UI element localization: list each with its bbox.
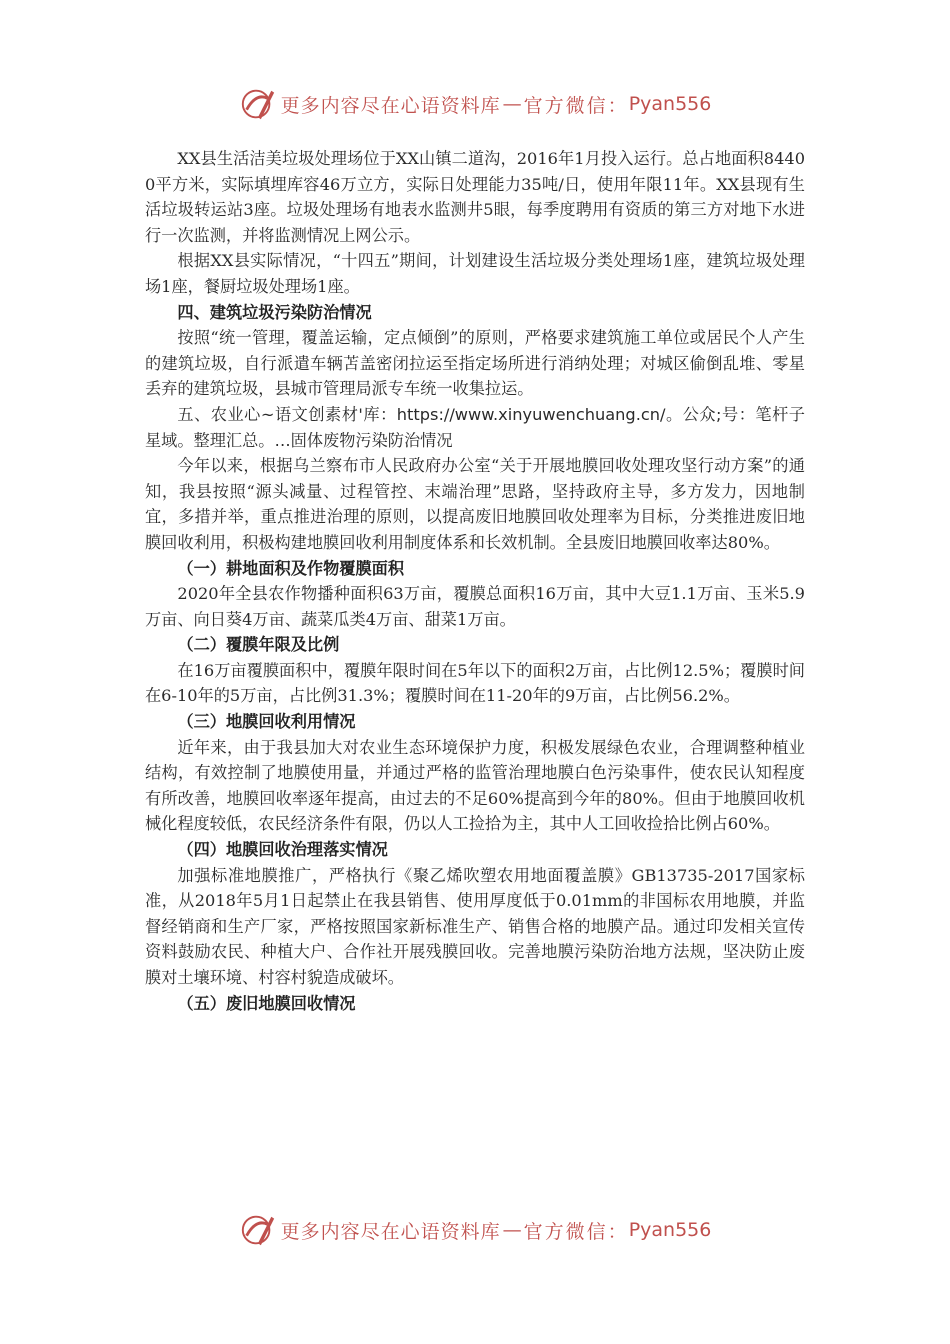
watermark-wechat-id: Pyan556: [628, 93, 712, 115]
paragraph-area: 2020年全县农作物播种面积63万亩，覆膜总面积16万亩，其中大豆1.1万亩、玉米5.9万亩、向日葵4万亩、蔬菜瓜类4万亩、甜菜1万亩。: [145, 584, 805, 629]
paragraph-landfill: XX县生活洁美垃圾处理场位于XX山镇二道沟，2016年1月投入运行。总占地面积84400平方米，实际填埋库容46万立方，实际日处理能力35吨/日，使用年限11年。XX县现有生活垃圾转运站3座。垃圾处理场有地表水监测井5眼，每季度聘用有资质的第三方对地下水进行一次监测，并将监测情况上网公示。: [145, 149, 805, 245]
subheading-implementation: （四）地膜回收治理落实情况: [177, 840, 388, 860]
subheading-utilization: （三）地膜回收利用情况: [177, 712, 356, 732]
subheading-recovery: （五）废旧地膜回收情况: [177, 993, 356, 1013]
watermark-separator: —: [502, 93, 522, 115]
paragraph-film-recycling: 今年以来，根据乌兰察布市人民政府办公室“关于开展地膜回收处理攻坚行动方案”的通知，我县按照“源头减量、过程管控、末端治理”思路，坚持政府主导，多方发力，因地制宜，多措并举，重点推进治理的原则，以提高废旧地膜回收处理率为目标，分类推进废旧地膜回收利用，积极构建地膜回收利用制度体系和长效机制。全县废旧地膜回收率达80%。: [145, 456, 805, 552]
watermark-banner-bottom: [0, 1210, 950, 1250]
watermark-wechat-id: Pyan556: [628, 1219, 712, 1241]
watermark-banner-top: [0, 84, 950, 124]
watermark-wechat-label: 官方微信：: [523, 1220, 629, 1243]
watermark-wechat-label: 官方微信：: [523, 94, 629, 117]
paragraph-construction-waste: 按照“统一管理，覆盖运输，定点倾倒”的原则，严格要求建筑施工单位或居民个人产生的建筑垃圾，自行派遣车辆苫盖密闭拉运至指定场所进行消纳处理；对城区偷倒乱堆、零星丢弃的建筑垃圾，县城市管理局派专车统一收集拉运。: [145, 328, 805, 399]
pen-logo-icon: [239, 85, 277, 123]
document-body: [145, 146, 805, 1016]
watermark-site: 更多内容尽在心语资料库: [280, 94, 501, 117]
watermark-site: 更多内容尽在心语资料库: [280, 1220, 501, 1243]
pen-logo-icon: [239, 1211, 277, 1249]
heading-solid-waste: 五、农业心~语文创素材'库：https://www.xinyuwenchuang.cn/。公众;号：笔杆子星域。整理汇总。…固体废物污染防治情况: [145, 404, 805, 450]
paragraph-plan: 根据XX县实际情况，“十四五”期间，计划建设生活垃圾分类处理场1座，建筑垃圾处理场1座，餐厨垃圾处理场1座。: [145, 251, 805, 296]
subheading-area: （一）耕地面积及作物覆膜面积: [177, 558, 405, 578]
watermark-separator: —: [502, 1219, 522, 1241]
subheading-years: （二）覆膜年限及比例: [177, 635, 340, 655]
paragraph-implementation: 加强标准地膜推广，严格执行《聚乙烯吹塑农用地面覆盖膜》GB13735-2017国家标准，从2018年5月1日起禁止在我县销售、使用厚度低于0.01mm的非国标农用地膜，并监督经销商和生产厂家，严格按照国家新标准生产、销售合格的地膜产品。通过印发相关宣传资料鼓励农民、种植大户、合作社开展残膜回收。完善地膜污染防治地方法规，坚决防止废膜对土壤环境、村容村貌造成破坏。: [145, 865, 805, 987]
heading-construction-waste: 四、建筑垃圾污染防治情况: [177, 302, 372, 322]
paragraph-years: 在16万亩覆膜面积中，覆膜年限时间在5年以下的面积2万亩，占比例12.5%；覆膜时间在6-10年的5万亩，占比例31.3%；覆膜时间在11-20年的9万亩，占比例56.2%。: [145, 660, 805, 706]
paragraph-utilization: 近年来，由于我县加大对农业生态环境保护力度，积极发展绿色农业，合理调整种植业结构，有效控制了地膜使用量，并通过严格的监管治理地膜白色污染事件，使农民认知程度有所改善，地膜回收率逐年提高，由过去的不足60%提高到今年的80%。但由于地膜回收机械化程度较低，农民经济条件有限，仍以人工捡拾为主，其中人工回收捡拾比例占60%。: [145, 737, 805, 834]
